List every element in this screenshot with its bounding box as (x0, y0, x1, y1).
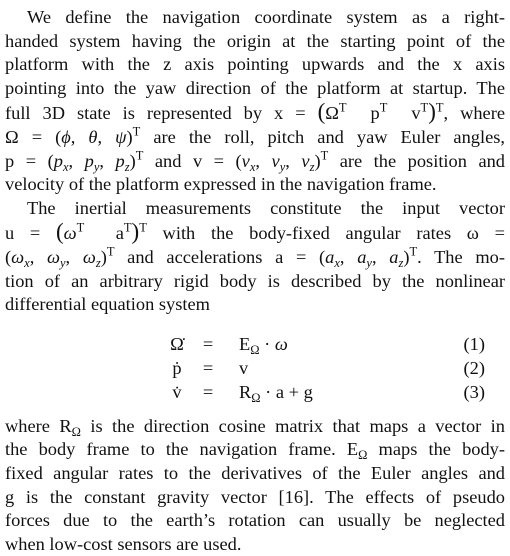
equation-relation: = (202, 333, 214, 354)
text-line: when low-cost sensors are used. (5, 533, 242, 554)
text-line: $p = (p_x$, $p_y$, $p_z)^T$ and $v = (v_x$, $v_y$, $v_z)^T$ are the position and (5, 148, 506, 174)
text-line: ($\omega_x$, $\omega_y$, $\omega_z)^T$ and accelerations $a = (a_x$, $a_y$, $a_z)^T$. The mo- (5, 244, 505, 270)
math-angular-rates: ($\omega_x$, $\omega_y$, $\omega_z)^T$ (5, 244, 115, 270)
text-line: handed system having the origin at the starting point of the (5, 30, 505, 51)
equation-number: (1) (463, 333, 485, 354)
equation-lhs: v̇ (172, 381, 182, 402)
equation-relation: = (202, 357, 214, 378)
text-line: g is the constant gravity vector [16]. The effects of pseudo (5, 486, 505, 507)
equation-rhs: v (239, 357, 249, 378)
paragraph-direction-cosine (5, 415, 505, 556)
equation-3 (5, 381, 505, 405)
text-line: pointing into the yaw direction of the platform at startup. The (5, 77, 505, 98)
text-line: forces due to the earth’s rotation can usually be neglected (5, 510, 505, 531)
text-line: differential equation system (5, 294, 210, 315)
equation-number: (2) (463, 357, 485, 378)
paragraph-inertial-measurements (5, 197, 505, 317)
text-line: The inertial measurements constitute the input vector (27, 197, 505, 218)
text-line: We define the navigation coordinate system as a right- (27, 7, 505, 27)
text-line: where $R_\Omega$ is the direction cosine matrix that maps a vector in (5, 415, 505, 439)
text-line: full 3D state is represented by $x = (\Omega^T$ $p^T$ $v^T)^T$, where (5, 99, 506, 125)
equation-rhs: $R_\Omega \cdot a + g$ (239, 381, 313, 405)
equation-1 (5, 333, 505, 357)
math-state-vector: ($\Omega^T$ $p^T$ $v^T)^T$ (317, 99, 444, 125)
math-rotation-matrix: $R_\Omega$ (59, 415, 81, 439)
equation-2 (5, 357, 505, 381)
text-line: $u = (\omega^T$ $a^T)^T$ with the body-fixed angular rates ω = (5, 219, 505, 245)
text-line: velocity of the platform expressed in the navigation frame. (5, 174, 437, 195)
math-position: $p = (p_x$, $p_y$, $p_z)^T$ (5, 148, 144, 174)
equation-system (5, 333, 505, 405)
equation-lhs: Ω̇ (170, 333, 184, 354)
text-line: platform with the z axis pointing upwards and the x axis (5, 54, 505, 75)
text-line: the body frame to the navigation frame. $E_\Omega$ maps the body- (5, 439, 505, 463)
math-euler-angles: Ω = (ϕ, θ, ψ)$^T$ (5, 124, 141, 147)
math-velocity: ($v_x$, $v_y$, $v_z)^T$ (235, 148, 329, 174)
equation-lhs: ṗ (172, 357, 182, 378)
equation-number: (3) (463, 381, 485, 402)
equation-relation: = (202, 381, 214, 402)
math-input-vector: $u = (\omega^T$ $a^T)^T$ (5, 219, 147, 245)
text-line: tion of an arbitrary rigid body is described by the nonlinear (5, 270, 505, 291)
math-euler-rate-matrix: $E_\Omega$ (346, 439, 368, 463)
text-line: fixed angular rates to the derivatives of the Euler angles and (5, 462, 505, 483)
math-accelerations: ($a_x$, $a_y$, $a_z)^T$ (319, 244, 418, 270)
text-line: Ω = (ϕ, θ, ψ)$^T$ are the roll, pitch and yaw Euler angles, (5, 124, 505, 147)
paragraph-state-definition (5, 6, 505, 197)
equation-rhs: $E_\Omega \cdot \omega$ (239, 333, 288, 357)
paper-page (5, 6, 505, 556)
